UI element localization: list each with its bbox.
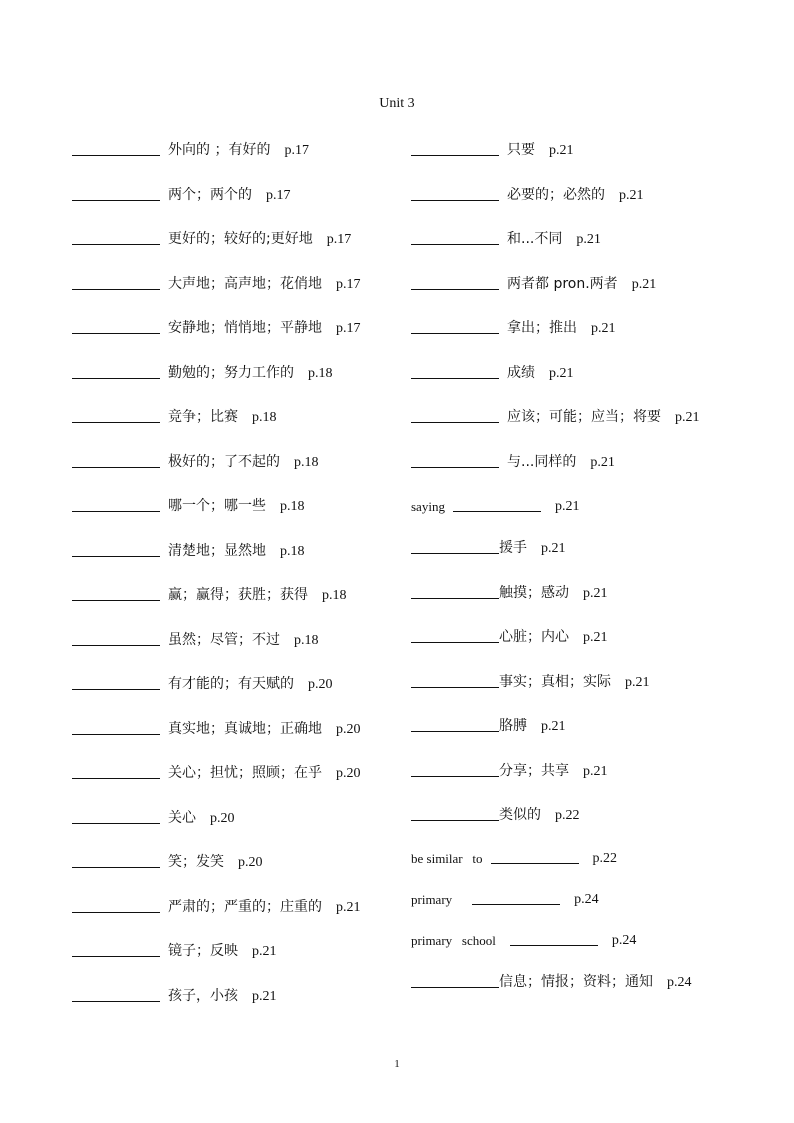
page-ref: p.21 [541, 719, 566, 734]
chinese-meaning: 哪一个；哪一些 [168, 498, 266, 514]
vocab-item [72, 248, 402, 293]
answer-blank[interactable] [72, 675, 160, 690]
chinese-meaning: 两个；两个的 [168, 186, 252, 203]
vocab-item [72, 159, 402, 204]
answer-blank[interactable] [411, 364, 499, 379]
chinese-meaning: 关心 [168, 809, 196, 826]
vocab-item [72, 204, 402, 249]
answer-blank[interactable] [491, 849, 579, 864]
page-ref: p.18 [294, 632, 319, 648]
vocab-item [411, 204, 741, 249]
vocab-item [411, 382, 741, 427]
chinese-meaning: 事实；真相；实际 [499, 673, 611, 690]
vocab-item [72, 137, 402, 159]
chinese-meaning: 信息；情报；资料；通知 [499, 974, 653, 990]
answer-blank[interactable] [72, 720, 160, 735]
vocab-item [72, 337, 402, 382]
vocab-item [411, 159, 741, 204]
chinese-meaning: 有才能的；有天赋的 [168, 676, 294, 692]
page-ref: p.21 [252, 944, 277, 959]
answer-blank[interactable] [411, 762, 499, 777]
answer-blank[interactable] [72, 542, 160, 557]
answer-blank[interactable] [72, 631, 160, 646]
vocab-item [411, 824, 741, 867]
vocab-item [411, 471, 741, 516]
page-ref: p.18 [322, 588, 347, 603]
chinese-meaning: 必要的；必然的 [507, 186, 605, 203]
vocab-item [72, 960, 402, 1005]
vocab-item [411, 780, 741, 825]
answer-blank[interactable] [411, 408, 499, 423]
vocab-item [411, 293, 741, 338]
page-ref: p.17 [336, 276, 361, 292]
vocab-item [411, 137, 741, 159]
vocab-item [72, 916, 402, 961]
answer-blank[interactable] [72, 408, 160, 423]
page-ref: p.20 [308, 677, 333, 692]
answer-blank[interactable] [72, 453, 160, 468]
vocab-item [411, 949, 741, 991]
answer-blank[interactable] [72, 586, 160, 601]
vocab-item [411, 557, 741, 602]
left-column [72, 137, 402, 1005]
vocab-item [411, 426, 741, 471]
vocab-item [411, 602, 741, 647]
answer-blank[interactable] [411, 230, 499, 245]
page-ref: p.18 [280, 499, 305, 514]
chinese-meaning: 外向的 ；有好的 [168, 142, 271, 158]
page-ref: p.18 [252, 410, 277, 425]
answer-blank[interactable] [411, 319, 499, 334]
page-number: 1 [394, 1058, 400, 1070]
vocab-item [72, 738, 402, 783]
chinese-meaning: 大声地；高声地；花俏地 [168, 275, 322, 292]
chinese-meaning: 孩子，小孩 [168, 987, 238, 1004]
chinese-meaning: 胳膊 [499, 718, 527, 734]
page-ref: p.21 [619, 187, 644, 203]
page-ref: p.17 [326, 232, 352, 247]
vocab-item [72, 471, 402, 516]
vocab-item [411, 248, 741, 293]
page-ref: p.22 [592, 851, 617, 866]
vocab-item [72, 649, 402, 694]
page-ref: p.17 [336, 321, 361, 336]
answer-blank[interactable] [411, 628, 499, 643]
answer-blank[interactable] [72, 230, 160, 245]
answer-blank[interactable] [72, 898, 160, 913]
page-ref: p.21 [541, 541, 566, 556]
answer-blank[interactable] [411, 806, 499, 821]
page-ref: p.24 [574, 892, 599, 907]
chinese-meaning: 和...不同 [507, 231, 563, 247]
vocab-item [411, 908, 741, 949]
page-ref: p.21 [591, 321, 616, 336]
chinese-meaning: 两者都 pron.两者 [507, 275, 618, 292]
answer-blank[interactable] [411, 275, 499, 290]
vocab-item [72, 515, 402, 560]
page-ref: p.22 [555, 808, 580, 823]
vocab-item [72, 560, 402, 605]
page-ref: p.18 [280, 543, 305, 559]
answer-blank[interactable] [411, 539, 499, 554]
answer-blank[interactable] [411, 584, 499, 599]
answer-blank[interactable] [72, 809, 160, 824]
answer-blank[interactable] [72, 364, 160, 379]
chinese-meaning: 虽然；尽管；不过 [168, 631, 280, 648]
vocab-item [72, 827, 402, 872]
page-ref: p.17 [284, 143, 309, 158]
chinese-meaning: 清楚地；显然地 [168, 542, 266, 559]
page-ref: p.24 [667, 975, 692, 990]
answer-blank[interactable] [411, 453, 499, 468]
page-ref: p.21 [583, 630, 608, 645]
page-ref: p.24 [611, 933, 637, 948]
answer-blank[interactable] [72, 942, 160, 957]
page-ref: p.21 [576, 232, 601, 247]
english-word: saying [411, 499, 445, 514]
answer-blank[interactable] [72, 987, 160, 1002]
answer-blank[interactable] [411, 973, 499, 988]
vocab-item [411, 515, 741, 557]
chinese-meaning: 真实地；真诚地；正确地 [168, 720, 322, 737]
chinese-meaning: 严肃的；严重的；庄重的 [168, 898, 322, 915]
page-ref: p.20 [336, 766, 361, 781]
vocab-item [72, 693, 402, 738]
answer-blank[interactable] [510, 931, 598, 946]
vocab-item [72, 293, 402, 338]
chinese-meaning: 勤勉的；努力工作的 [168, 364, 294, 381]
page-ref: p.17 [266, 187, 291, 203]
vocab-item [411, 337, 741, 382]
page-ref: p.21 [554, 499, 580, 514]
chinese-meaning: 分享；共享 [499, 762, 569, 779]
chinese-meaning: 应该；可能；应当；将要 [507, 409, 661, 425]
answer-blank[interactable] [72, 186, 160, 201]
chinese-meaning: 成绩 [507, 364, 535, 381]
vocab-item [411, 735, 741, 780]
chinese-meaning: 只要 [507, 142, 535, 158]
chinese-meaning: 类似的 [499, 807, 541, 823]
chinese-meaning: 触摸；感动 [499, 584, 569, 601]
page-ref: p.20 [210, 810, 235, 826]
english-phrase: primary school [411, 933, 496, 948]
chinese-meaning: 关心；担忧；照顾；在乎 [168, 765, 322, 781]
chinese-meaning: 竞争；比赛 [168, 409, 238, 425]
answer-blank[interactable] [411, 717, 499, 732]
vocab-item [411, 691, 741, 736]
answer-blank[interactable] [72, 764, 160, 779]
page-ref: p.20 [336, 721, 361, 737]
answer-blank[interactable] [472, 890, 560, 905]
chinese-meaning: 赢；赢得；获胜；获得 [168, 587, 308, 603]
answer-blank[interactable] [72, 141, 160, 156]
chinese-meaning: 笑；发笑 [168, 854, 224, 870]
answer-blank[interactable] [411, 141, 499, 156]
chinese-meaning: 拿出；推出 [507, 320, 577, 336]
vocab-item [72, 426, 402, 471]
vocab-item [72, 871, 402, 916]
page-ref: p.20 [238, 855, 263, 870]
vocab-item [72, 782, 402, 827]
page-ref: p.18 [308, 365, 333, 381]
chinese-meaning: 极好的；了不起的 [168, 453, 280, 470]
answer-blank[interactable] [72, 497, 160, 512]
chinese-meaning: 心脏；内心 [499, 629, 569, 645]
chinese-meaning: 镜子；反映 [168, 943, 238, 959]
answer-blank[interactable] [411, 673, 499, 688]
vocab-item [72, 382, 402, 427]
answer-blank[interactable] [453, 497, 541, 512]
answer-blank[interactable] [72, 853, 160, 868]
right-column [411, 137, 741, 991]
page-ref: p.21 [631, 276, 657, 292]
answer-blank[interactable] [72, 319, 160, 334]
vocab-item [72, 604, 402, 649]
english-phrase: primary [411, 892, 453, 907]
page-ref: p.21 [549, 365, 574, 381]
page-ref: p.21 [590, 454, 615, 470]
vocab-item [411, 646, 741, 691]
answer-blank[interactable] [72, 275, 160, 290]
page-ref: p.21 [583, 585, 608, 601]
chinese-meaning: 安静地；悄悄地；平静地 [168, 320, 322, 336]
chinese-meaning: 更好的；较好的;更好地 [168, 231, 313, 247]
page-ref: p.21 [675, 410, 700, 425]
page-ref: p.18 [294, 454, 319, 470]
page-ref: p.21 [549, 143, 574, 158]
vocab-item [411, 867, 741, 908]
page-ref: p.21 [625, 674, 650, 690]
page-ref: p.21 [583, 763, 608, 779]
english-phrase: be similar to [411, 851, 483, 866]
page-ref: p.21 [336, 899, 361, 915]
page-ref: p.21 [252, 988, 277, 1004]
chinese-meaning: 与...同样的 [507, 453, 577, 470]
chinese-meaning: 援手 [499, 540, 527, 556]
answer-blank[interactable] [411, 186, 499, 201]
unit-title: Unit 3 [379, 96, 415, 111]
